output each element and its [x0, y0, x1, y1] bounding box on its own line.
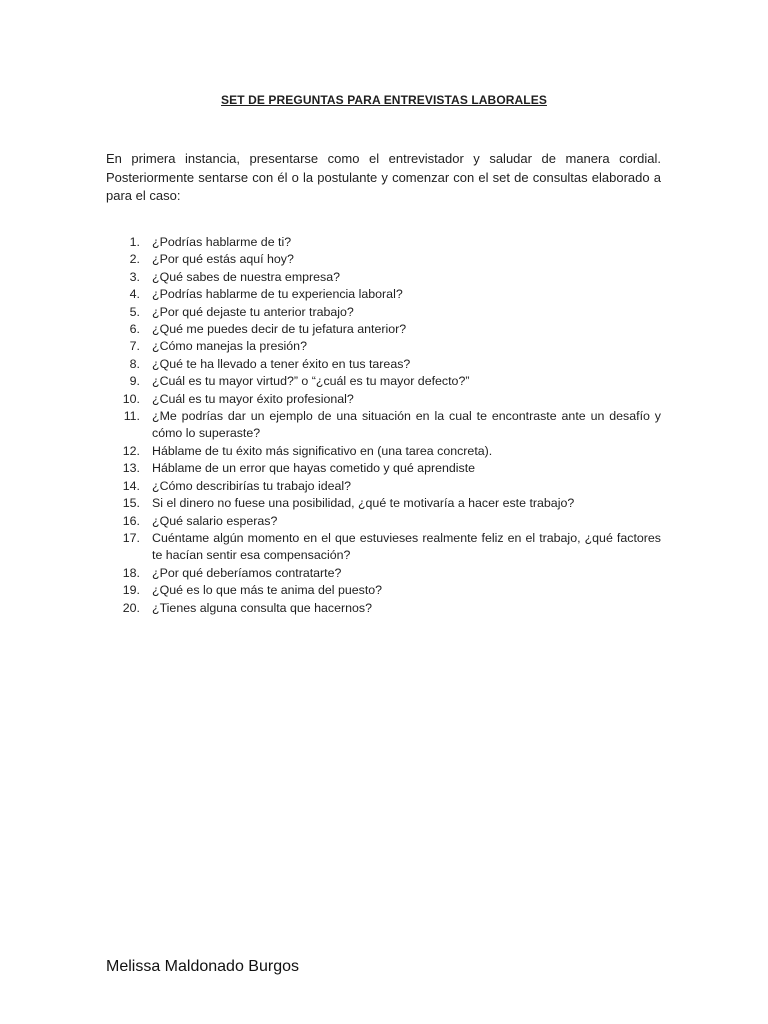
list-item: [106, 286, 661, 303]
list-item: [106, 443, 661, 460]
list-item: [106, 495, 661, 512]
list-item-number: 10.: [122, 391, 140, 406]
list-item-number: 7.: [129, 339, 140, 354]
list-item-text: ¿Cómo describirías tu trabajo ideal?: [152, 478, 352, 493]
list-item-text: Háblame de tu éxito más significativo en (una tarea concreta).: [152, 443, 493, 458]
list-item: [106, 338, 661, 355]
list-item: [106, 513, 661, 530]
list-item: [106, 251, 661, 268]
list-item: [106, 530, 661, 565]
list-item-number: 2.: [129, 252, 140, 267]
list-item-text: ¿Qué me puedes decir de tu jefatura anterior?: [152, 322, 407, 337]
list-item: [106, 478, 661, 495]
document-title: SET DE PREGUNTAS PARA ENTREVISTAS LABORALES: [221, 93, 547, 107]
list-item-number: 16.: [122, 513, 140, 528]
list-item-number: 9.: [129, 374, 140, 389]
list-item: [106, 582, 661, 599]
list-item-text: Si el dinero no fuese una posibilidad, ¿qué te motivaría a hacer este trabajo?: [152, 496, 575, 511]
list-item: [106, 269, 661, 286]
list-item: [106, 565, 661, 582]
list-item-number: 5.: [129, 304, 140, 319]
list-item-number: 8.: [129, 356, 140, 371]
list-item-number: 11.: [123, 409, 140, 424]
list-item: [106, 321, 661, 338]
list-item-number: 6.: [129, 322, 140, 337]
list-item: [106, 460, 661, 477]
list-item: [106, 408, 661, 443]
list-item-number: 4.: [129, 287, 140, 302]
list-item-text: ¿Cómo manejas la presión?: [152, 339, 307, 354]
list-item-number: 1.: [129, 235, 140, 249]
list-item-text: ¿Por qué dejaste tu anterior trabajo?: [152, 304, 354, 319]
list-item-text: ¿Me podrías dar un ejemplo de una situación en la cual te encontraste ante un desafío y cómo lo superaste?: [152, 409, 661, 441]
list-item: [106, 373, 661, 390]
list-item-text: ¿Por qué deberíamos contratarte?: [152, 565, 342, 580]
list-item-number: 15.: [122, 496, 140, 511]
list-item-number: 3.: [129, 269, 140, 284]
list-item-number: 14.: [122, 478, 140, 493]
list-item-text: Háblame de un error que hayas cometido y qué aprendiste: [152, 461, 476, 476]
list-item-text: ¿Cuál es tu mayor virtud?” o “¿cuál es tu mayor defecto?”: [152, 374, 470, 389]
list-item-text: ¿Cuál es tu mayor éxito profesional?: [152, 391, 354, 406]
list-item-number: 13.: [122, 461, 140, 476]
list-item: [106, 304, 661, 321]
list-item-text: Cuéntame algún momento en el que estuvieses realmente feliz en el trabajo, ¿qué factores te hacían sentir esa compensación?: [152, 530, 661, 563]
list-item-text: ¿Qué salario esperas?: [152, 513, 278, 528]
intro-paragraph: En primera instancia, presentarse como el entrevistador y saludar de manera cordial. Posteriormente sentarse con él o la postulante y comenzar con el set de consultas elaborado a para el caso:: [106, 151, 661, 203]
list-item-text: ¿Qué es lo que más te anima del puesto?: [152, 583, 383, 598]
list-item: [106, 356, 661, 373]
author-signature: Melissa Maldonado Burgos: [106, 958, 299, 975]
list-item-text: ¿Qué sabes de nuestra empresa?: [152, 269, 341, 284]
list-item: [106, 234, 661, 251]
list-item-number: 17.: [122, 530, 140, 545]
list-item-text: ¿Por qué estás aquí hoy?: [152, 252, 294, 267]
list-item-text: ¿Podrías hablarme de tu experiencia laboral?: [152, 287, 403, 302]
list-item-text: ¿Tienes alguna consulta que hacernos?: [152, 600, 372, 615]
list-item: [106, 600, 661, 617]
list-item-text: ¿Qué te ha llevado a tener éxito en tus tareas?: [152, 356, 411, 371]
list-item-number: 19.: [122, 583, 140, 598]
question-list: [106, 234, 661, 617]
list-item-number: 12.: [122, 443, 140, 458]
list-item-text: ¿Podrías hablarme de ti?: [152, 235, 292, 249]
list-item: [106, 391, 661, 408]
list-item-number: 18.: [122, 565, 140, 580]
list-item-number: 20.: [122, 600, 140, 615]
